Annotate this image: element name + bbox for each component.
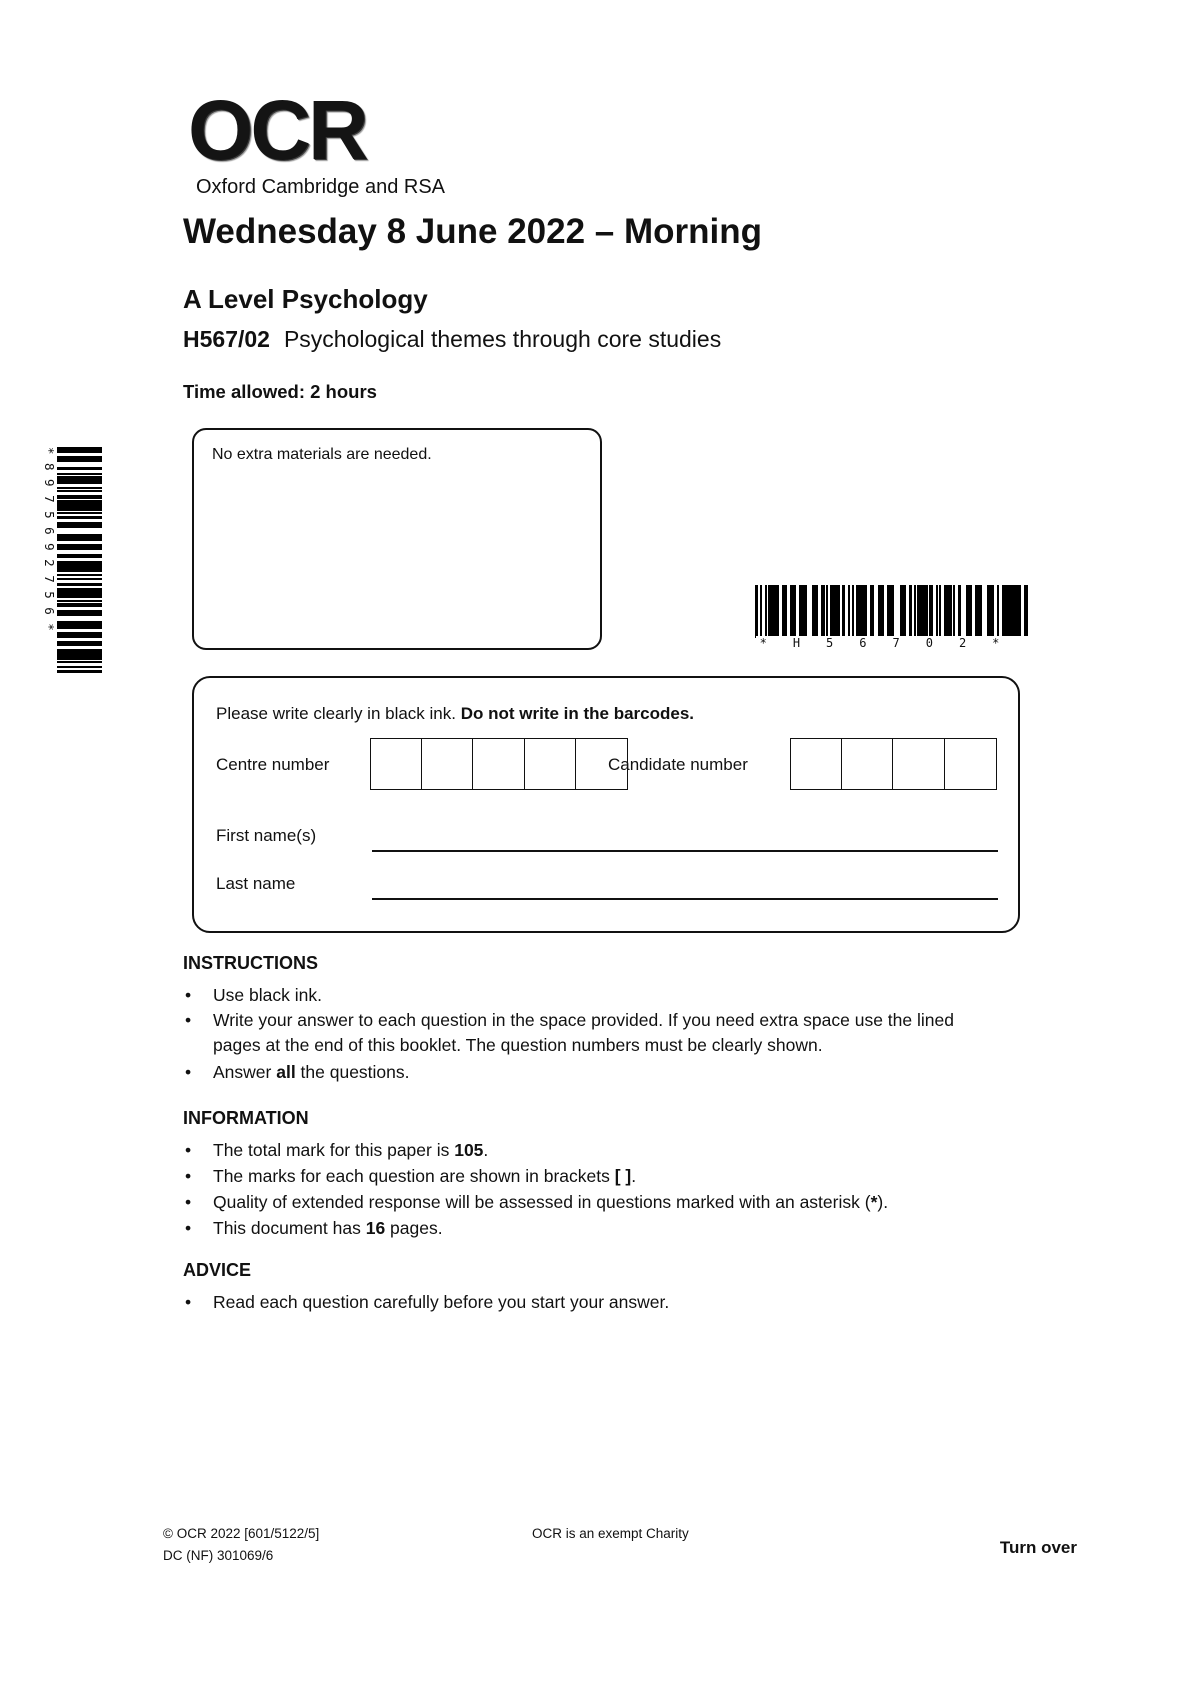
instruction-item: • Use black ink. — [183, 983, 998, 1008]
candidate-details-box — [192, 676, 1020, 933]
centre-number-label: Centre number — [216, 755, 330, 774]
centre-number-cell[interactable] — [370, 738, 423, 790]
qualification-title: A Level Psychology — [183, 284, 428, 314]
candidate-number-cell[interactable] — [892, 738, 945, 790]
last-name-field[interactable] — [372, 898, 998, 900]
candidate-number-cells — [790, 738, 997, 790]
centre-number-cell[interactable] — [421, 738, 474, 790]
paper-title: Psychological themes through core studies — [283, 326, 722, 352]
first-names-field[interactable] — [372, 850, 998, 852]
information-item: • The total mark for this paper is 105. — [183, 1138, 998, 1163]
materials-note: No extra materials are needed. — [212, 446, 432, 463]
ink-instruction-bold: Do not write in the barcodes. — [460, 704, 695, 723]
footer-copyright: © OCR 2022 [601/5122/5] — [163, 1526, 320, 1541]
vertical-barcode — [57, 447, 102, 673]
ocr-logo: OCR — [188, 83, 366, 177]
centre-number-cell[interactable] — [524, 738, 577, 790]
candidate-number-label: Candidate number — [608, 755, 748, 774]
candidate-number-cell[interactable] — [944, 738, 997, 790]
instructions-heading: INSTRUCTIONS — [183, 953, 318, 973]
ink-instruction — [216, 704, 694, 724]
vertical-barcode-text: *8975692756* — [42, 447, 57, 640]
information-item: • The marks for each question are shown in brackets [ ]. — [183, 1164, 998, 1189]
time-allowed: Time allowed: 2 hours — [183, 381, 377, 402]
candidate-number-cell[interactable] — [841, 738, 894, 790]
footer-charity-note: OCR is an exempt Charity — [532, 1526, 689, 1541]
footer-dc-code: DC (NF) 301069/6 — [163, 1548, 274, 1563]
turn-over-label: Turn over — [999, 1538, 1077, 1557]
candidate-number-cell[interactable] — [790, 738, 843, 790]
paper-barcode — [755, 585, 1030, 638]
information-heading: INFORMATION — [183, 1108, 309, 1128]
first-names-label: First name(s) — [216, 826, 317, 845]
instruction-item: • Answer all the questions. — [183, 1060, 998, 1085]
ink-instruction-normal: Please write clearly in black ink. — [216, 704, 461, 723]
paper-barcode-text: *H56702* — [755, 636, 1030, 650]
advice-heading: ADVICE — [183, 1260, 252, 1280]
advice-item: • Read each question carefully before you start your answer. — [183, 1290, 998, 1315]
materials-box — [192, 428, 602, 650]
last-name-label: Last name — [216, 874, 296, 893]
centre-number-cell[interactable] — [472, 738, 525, 790]
information-item: • This document has 16 pages. — [183, 1216, 998, 1241]
paper-line — [183, 326, 721, 353]
centre-number-cells — [370, 738, 628, 790]
instruction-item: • Write your answer to each question in the space provided. If you need extra space use the lined pages at the end of this booklet. The question numbers must be clearly shown. — [183, 1008, 998, 1058]
exam-date-title: Wednesday 8 June 2022 – Morning — [183, 212, 762, 251]
information-item: • Quality of extended response will be assessed in questions marked with an asterisk (*). — [183, 1190, 998, 1215]
ocr-logo-tagline: Oxford Cambridge and RSA — [196, 176, 446, 198]
paper-code: H567/02 — [183, 326, 270, 352]
